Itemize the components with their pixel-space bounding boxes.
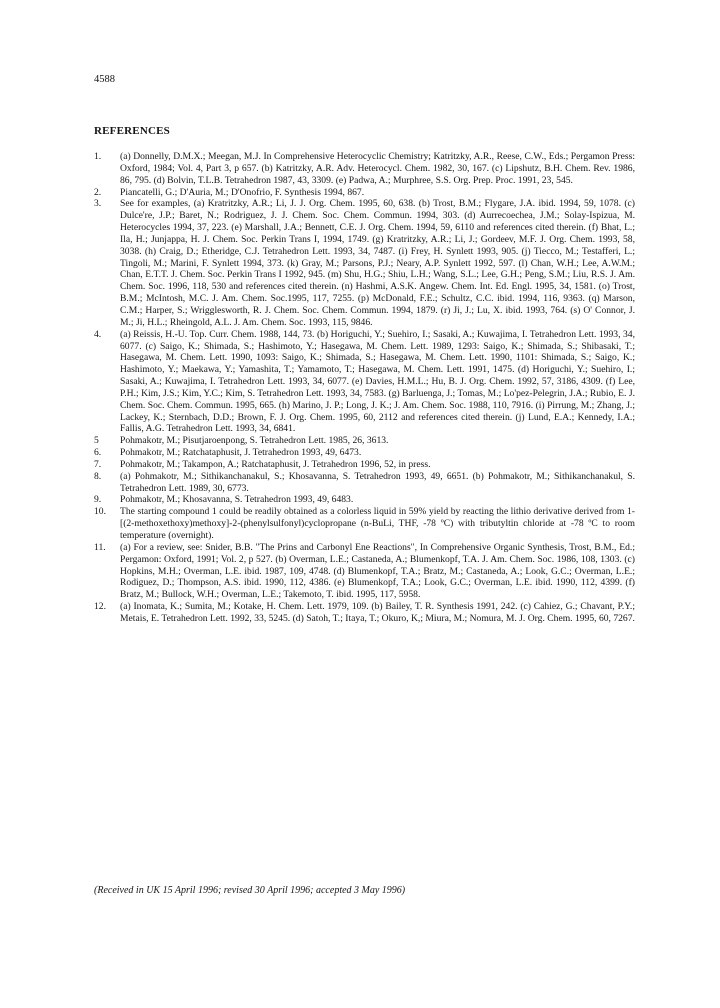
references-heading: REFERENCES: [94, 125, 170, 137]
page-number: 4588: [94, 74, 115, 85]
reference-text: (a) Inomata, K.; Sumita, M.; Kotake, H. Chem. Lett. 1979, 109. (b) Bailey, T. R. Synthesis 1991, 242. (c) Cahiez, G.; Chavant, P.Y.; Metais, E. Tetrahedron Lett. 1992, 33, 5245. (d) Satoh, T.; Itaya, T.; Okuro, K,; Miura, M.; Nomura, M. J. Org. Chem. 1995, 60, 7267.: [120, 601, 635, 624]
reference-number: 11.: [94, 541, 106, 553]
reference-number: 7.: [94, 458, 102, 470]
reference-item: [94, 198, 635, 328]
reference-text: (a) Pohmakotr, M.; Sithikanchanakul, S.; Khosavanna, S. Tetrahedron 1993, 49, 6651. (b) Pohmakotr, M.; Sithikanchanakul, S. Tetrahedron Lett. 1989, 30, 6773.: [120, 470, 635, 494]
reference-text: See for examples, (a) Kratritzky, A.R.; Li, J. J. Org. Chem. 1995, 60, 638. (b) Trost, B.M.; Flygare, J.A. ibid. 1994, 59, 1078. (c) Dulce're, J.P.; Baret, N.; Rodriguez, J. J. Chem. Soc. Chem. Commun. 1994, 303. (d) Aurrecoechea, J.M.; Solay-Ispizua, M. Heterocycles 1994, 37, 223. (e) Marshall, J.A.; Bennett, C.E. J. Org. Chem. 1994, 59, 6110 and references cited therein. (f) Bhat, L.; Ila, H.; Junjappa, H. J. Chem. Soc. Perkin Trans I, 1994, 1749. (g) Kratritzky, A.R.; Li, J.; Gordeev, M.F. J. Org. Chem. 1993, 58, 3038. (h) Craig, D.; Etheridge, C.J. Tetrahedron Lett. 1993, 34, 7487. (i) Frey, H. Synlett 1993, 905. (j) Tiecco, M.; Testafferi, L.; Tingoli, M.; Marini, F. Synlett 1994, 373. (k) Gray, M.; Parsons, P.J.; Neary, A.P. Synlett 1992, 597. (l) Chan, W.H.; Lee, A.W.M.; Chan, E.T.T. J. Chem. Soc. Perkin Trans I 1992, 945. (m) Shu, H.G.; Shiu, L.H.; Wang, S.L.; Lee, G.H.; Peng, S.M.; Liu, R.S. J. Am. Chem. Soc. 1996, 118, 530 and references cited therein. (n) Hashmi, A.S.K. Angew. Chem. Int. Ed. Engl. 1995, 34, 1581. (o) Trost, B.M.; McIntosh, M.C. J. Am. Chem. Soc.1995, 117, 7255. (p) McDonald, F.E.; Schultz, C.C. ibid. 1994, 116, 9363. (q) Marson, C.M.; Harper, S.; Wrigglesworth, R. J. Chem. Soc. Chem. Commun. 1994, 1879. (r) Ji, J.; Lu, X. ibid. 1993, 764. (s) O' Connor, J. M.; Ji, H.L.; Rheingold, A.L. J. Am. Chem. Soc. 1993, 115, 9846.: [120, 198, 635, 328]
reference-item: [94, 151, 635, 187]
reference-item: [94, 329, 635, 436]
reference-number: 2.: [94, 186, 102, 198]
reference-number: 8.: [94, 470, 102, 482]
reference-item: [94, 601, 635, 625]
reference-item: [94, 506, 635, 542]
reference-text: Piancatelli, G.; D'Auria, M.; D'Onofrio, F. Synthesis 1994, 867.: [120, 186, 365, 198]
reference-number: 4.: [94, 328, 102, 340]
reference-item: [94, 187, 635, 199]
reference-text: (a) For a review, see: Snider, B.B. "The Prins and Carbonyl Ene Reactions", In Comprehensive Organic Synthesis, Trost, B.M., Ed.; Pergamon: Oxford, 1991; Vol. 2, p 527. (b) Overman, L.E.; Castaneda, A.; Blumenkopf, T.A. J. Am. Chem. Soc. 1986, 108, 1303. (c) Hopkins, M.H.; Overman, L.E. ibid. 1987, 109, 4748. (d) Blumenkopf, T.A.; Bratz, M.; Castaneda, A.; Look, G.C.; Overman, L.E.; Rodiguez, D.; Thompson, A.S. ibid. 1990, 112, 4386. (e) Blumenkopf, T.A.; Look, G.C.; Overman, L.E. ibid. 1990, 112, 4399. (f) Bratz, M.; Bullock, W.H.; Overman, L.E.; Takemoto, T. ibid. 1995, 117, 5958.: [120, 541, 635, 601]
reference-item: [94, 459, 635, 471]
reference-item: [94, 471, 635, 495]
reference-list: [94, 151, 635, 625]
reference-number: 6.: [94, 447, 102, 459]
reference-text: Pohmakotr, M.; Khosavanna, S. Tetrahedron 1993, 49, 6483.: [120, 494, 354, 506]
reference-text: Pohmakotr, M.; Takampon, A.; Ratchataphusit, J. Tetrahedron 1996, 52, in press.: [120, 458, 431, 470]
reference-item: [94, 435, 635, 447]
received-dates: (Received in UK 15 April 1996; revised 30 April 1996; accepted 3 May 1996): [94, 885, 406, 896]
reference-item: [94, 494, 635, 506]
reference-item: [94, 542, 635, 601]
reference-number: 12.: [94, 601, 106, 613]
reference-text: Pohmakotr, M.; Ratchataphusit, J. Tetrahedron 1993, 49, 6473.: [120, 447, 362, 459]
reference-text: The starting compound 1 could be readily obtained as a colorless liquid in 59% yield by reacting the lithio derivative derived from 1-[(2-methoxethoxy)methoxy]-2-(phenylsulfonyl)cyclopropane (n-BuLi, THF, -78 ºC) with tributyltin chloride at -78 ºC to room temperature (overnight).: [120, 506, 635, 541]
reference-item: [94, 447, 635, 459]
reference-number: 5: [94, 435, 99, 447]
reference-text: Pohmakotr, M.; Pisutjaroenpong, S. Tetrahedron Lett. 1985, 26, 3613.: [120, 435, 389, 447]
reference-number: 10.: [94, 506, 106, 518]
reference-number: 3.: [94, 198, 102, 210]
reference-number: 9.: [94, 494, 102, 506]
reference-text: (a) Reissis, H.-U. Top. Curr. Chem. 1988, 144, 73. (b) Horiguchi, Y.; Suehiro, I.; Sasaki, A.; Kuwajima, I. Tetrahedron Lett. 1993, 34, 6077. (c) Saigo, K.; Shimada, S.; Hashimoto, Y.; Hasegawa, M. Chem. Lett. 1989, 1293: Saigo, K.; Shimada, S.; Shibasaki, T.; Hasegawa, M. Chem. Lett. 1990, 1093: Saigo, K.; Shimada, S.; Hasegawa, M. Chem. Lett. 1990, 1101: Shimada, S.; Saigo, K.; Hashimoto, Y.; Maekawa, Y.; Yamashita, T.; Yamamoto, T.; Hasegawa, M. Chem. Lett. 1991, 1475. (d) Horiguchi, Y.; Suehiro, I.; Sasaki, A.; Kuwajima, I. Tetrahedron Lett. 1993, 34, 6077. (e) Davies, H.M.L.; Hu, B. J. Org. Chem. 1992, 57, 3186, 4309. (f) Lee, P.H.; Kim, J.S.; Kim, Y.C.; Kim, S. Tetrahedron Lett. 1993, 34, 7583. (g) Barluenga, J.; Tomas, M.; Lo'pez-Pelegrin, J.A.; Rubio, E. J. Chem. Soc. Chem. Commun. 1995, 665. (h) Marino, J. P.; Long, J. K.; J. Am. Chem. Soc. 1988, 110, 7916. (i) Pirrung, M.; Zhang, J.; Lackey, K.; Sternbach, D.D.; Brown, F. J. Org. Chem. 1995, 60, 2112 and references cited therein. (j) Lund, E.A.; Kennedy, I.A.; Fallis, A.G. Tetrahedron Lett. 1993, 34, 6841.: [120, 328, 635, 435]
reference-number: 1.: [94, 151, 102, 162]
reference-text: (a) Donnelly, D.M.X.; Meegan, M.J. In Comprehensive Heterocyclic Chemistry; Katritzky, A.R., Reese, C.W., Eds.; Pergamon Press: Oxford, 1984; Vol. 4, Part 3, p 657. (b) Katritzky, A.R. Adv. Heterocycl. Chem. 1982, 30, 167. (c) Lipshutz, B.H. Chem. Rev. 1986, 86, 795. (d) Bolvin, T.L.B. Tetrahedron 1987, 43, 3309. (e) Padwa, A.; Murphree, S.S. Org. Prep. Proc. 1991, 23, 545.: [120, 151, 635, 186]
